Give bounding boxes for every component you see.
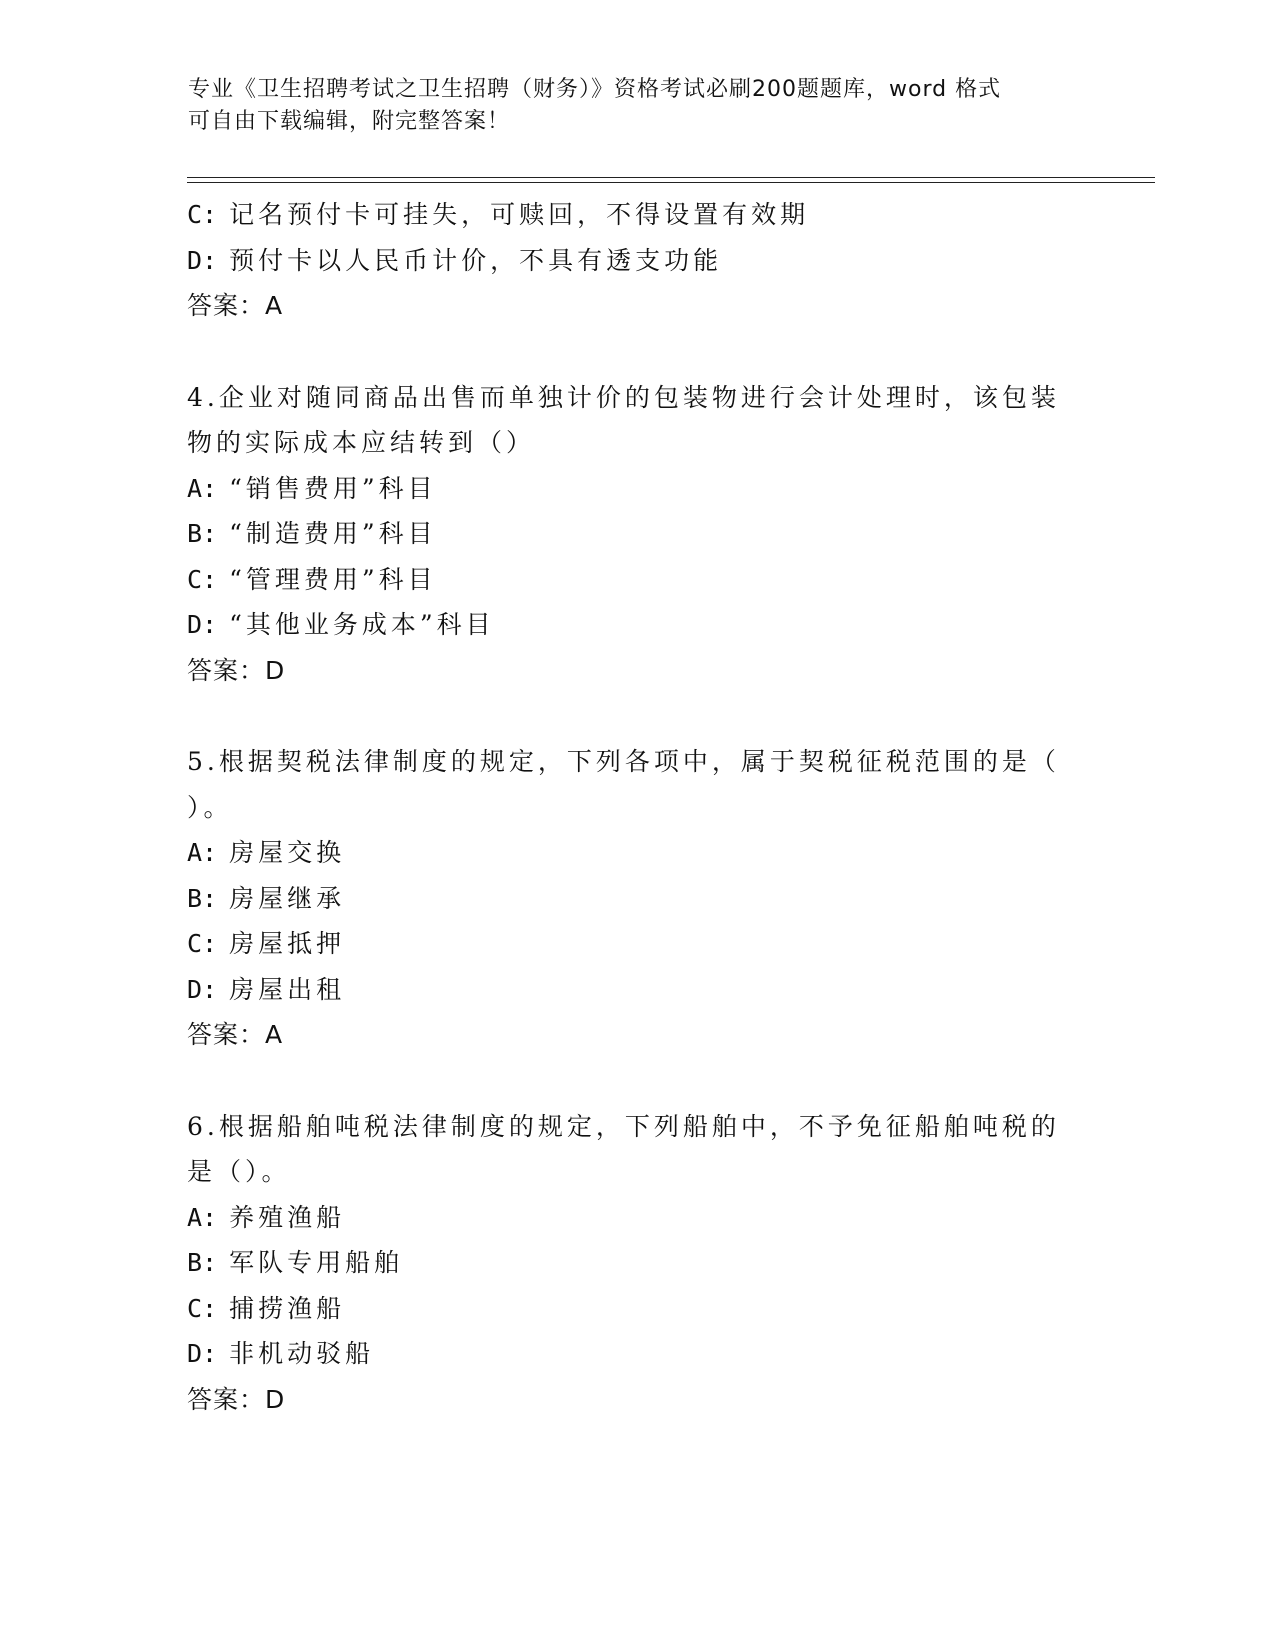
option-key: B: [187, 883, 218, 913]
option-text: “其他业务成本”科目 [229, 610, 495, 639]
option-a [187, 466, 1067, 512]
answer: 答案：A [187, 291, 284, 320]
option-key: C: [187, 1293, 218, 1323]
spacer [187, 329, 1087, 375]
option-text: “销售费用”科目 [229, 473, 437, 503]
answer: 答案：A [187, 1020, 284, 1049]
option-b [187, 876, 1067, 922]
question-4 [187, 375, 1067, 694]
question-stem-line-1: 5.根据契税法律制度的规定，下列各项中，属于契税征税范围的是（ [187, 747, 1060, 776]
option-text: “制造费用”科目 [229, 519, 437, 548]
header-line-2: 可自由下载编辑，附完整答案！ [188, 109, 511, 134]
option-text: 军队专用船舶 [229, 1248, 404, 1277]
option-text: 养殖渔船 [229, 1202, 346, 1232]
option-c [187, 921, 1067, 967]
option-text: “管理费用”科目 [229, 564, 437, 594]
option-key: C: [187, 200, 218, 229]
option-key: D: [187, 1339, 218, 1368]
option-text: 记名预付卡可挂失，可赎回，不得设置有效期 [229, 200, 810, 229]
option-text: 非机动驳船 [229, 1339, 375, 1368]
spacer [187, 693, 1087, 739]
question-stem-line-2: 物的实际成本应结转到（） [187, 428, 536, 457]
option-key: A: [187, 1202, 218, 1232]
option-key: C: [187, 929, 218, 958]
question-list [187, 192, 1087, 1422]
option-key: D: [187, 245, 218, 275]
option-d [187, 238, 1087, 284]
question-stem-line-1: 6.根据船舶吨税法律制度的规定，下列船舶中，不予免征船舶吨税的 [187, 1111, 1060, 1141]
option-c [187, 1286, 1067, 1332]
question-stem-line-2: ）。 [187, 792, 233, 822]
option-text: 房屋出租 [229, 974, 346, 1004]
option-text: 房屋继承 [229, 883, 346, 913]
option-key: B: [187, 1248, 218, 1277]
header-line-1: 专业《卫生招聘考试之卫生招聘（财务）》资格考试必刷200题题库，word 格式 [188, 77, 1002, 102]
option-d [187, 1331, 1067, 1377]
option-a [187, 1195, 1067, 1241]
option-text: 捕捞渔船 [229, 1293, 346, 1323]
option-d [187, 602, 1067, 648]
option-c [187, 557, 1067, 603]
option-key: B: [187, 519, 218, 548]
question-6 [187, 1104, 1067, 1423]
option-key: A: [187, 838, 218, 867]
option-key: A: [187, 473, 218, 503]
option-text: 房屋抵押 [229, 929, 346, 958]
option-a [187, 830, 1067, 876]
option-key: D: [187, 974, 218, 1004]
option-key: D: [187, 610, 218, 639]
option-c [187, 192, 1087, 238]
answer: 答案：D [187, 1384, 286, 1414]
document-header [188, 74, 1068, 138]
option-b [187, 1240, 1067, 1286]
option-b [187, 511, 1067, 557]
header-divider-top [187, 177, 1155, 178]
option-d [187, 967, 1067, 1013]
option-text: 房屋交换 [229, 838, 346, 867]
question-5 [187, 739, 1067, 1058]
answer: 答案：D [187, 655, 286, 685]
option-key: C: [187, 564, 218, 594]
question-stem-line-1: 4.企业对随同商品出售而单独计价的包装物进行会计处理时，该包装 [187, 382, 1060, 412]
question-stem-line-2: 是（）。 [187, 1157, 291, 1186]
option-text: 预付卡以人民币计价，不具有透支功能 [229, 245, 723, 275]
spacer [187, 1058, 1087, 1104]
header-divider-bottom [187, 182, 1155, 183]
question-3-continued [187, 192, 1087, 329]
